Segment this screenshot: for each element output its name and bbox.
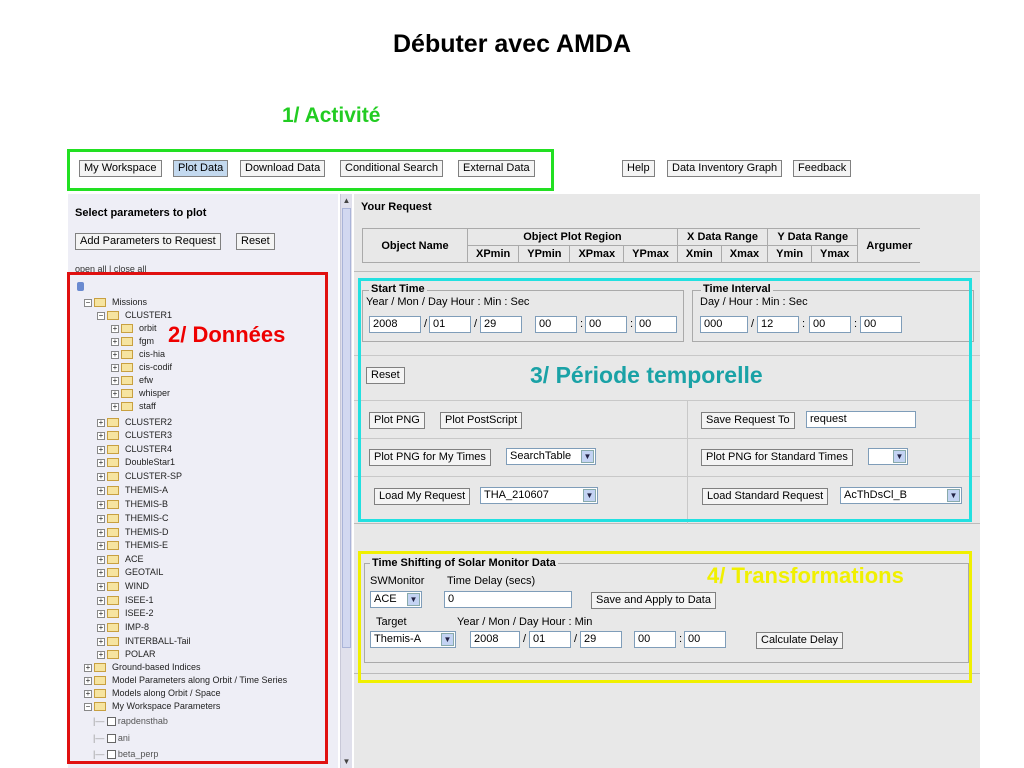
tree-node[interactable]: + ACE [98,554,144,564]
open-all-link[interactable]: open all [75,264,107,274]
slash: / [523,633,527,645]
colon: : [630,318,634,330]
interval-minute-input[interactable]: 00 [809,316,851,333]
shift-day-input[interactable]: 29 [580,631,622,648]
collapse-icon[interactable]: − [85,701,91,711]
start-minute-input[interactable]: 00 [585,316,627,333]
expand-icon[interactable]: + [98,417,104,427]
expand-icon[interactable]: + [98,636,104,646]
expand-icon[interactable]: + [112,349,118,359]
tree-node-workspace[interactable]: − My Workspace Parameters [85,701,221,711]
tree-node[interactable]: + THEMIS-A [98,485,169,495]
tree-node[interactable]: + GEOTAIL [98,567,164,577]
annotation-transformations: 4/ Transformations [707,563,904,588]
collapse-icon[interactable]: − [85,297,91,307]
tree-node[interactable]: + CLUSTER-SP [98,471,183,481]
tree-node[interactable]: + staff [112,401,156,411]
expand-icon[interactable]: + [98,554,104,564]
shift-year-input[interactable]: 2008 [470,631,520,648]
reset-parameters-button[interactable]: Reset [236,233,275,250]
slash: / [424,318,428,330]
plot-standard-times-button[interactable]: Plot PNG for Standard Times [701,449,853,466]
load-standard-request-button[interactable]: Load Standard Request [702,488,828,505]
tree-node[interactable]: + Model Parameters along Orbit / Time Series [85,675,288,685]
tree-node[interactable]: + THEMIS-E [98,540,169,550]
left-scrollbar[interactable] [340,194,352,768]
nav-download-data[interactable]: Download Data [240,160,325,177]
slash: / [474,318,478,330]
expand-icon[interactable]: + [98,595,104,605]
tree-node[interactable]: + THEMIS-D [98,527,169,537]
start-month-input[interactable]: 01 [429,316,471,333]
expand-icon[interactable]: + [98,471,104,481]
save-request-button[interactable]: Save Request To [701,412,795,429]
tree-node-missions[interactable]: − Missions [85,297,148,307]
shift-minute-input[interactable]: 00 [684,631,726,648]
header-xpmax: XPmax [570,246,624,263]
header-ymax: Ymax [812,246,858,263]
header-y-range: Y Data Range [768,229,858,246]
plot-my-times-button[interactable]: Plot PNG for My Times [369,449,491,466]
tree-node[interactable]: + THEMIS-B [98,499,169,509]
expand-icon[interactable]: + [112,323,118,333]
request-section [354,194,980,272]
shift-month-input[interactable]: 01 [529,631,571,648]
expand-icon[interactable]: + [98,444,104,454]
annotation-activity: 1/ Activité [282,104,381,127]
plot-png-button[interactable]: Plot PNG [369,412,425,429]
expand-icon[interactable]: + [112,362,118,372]
header-x-range: X Data Range [677,229,767,246]
scroll-thumb[interactable] [342,208,351,648]
expand-icon[interactable]: + [85,662,91,672]
nav-feedback[interactable]: Feedback [793,160,851,177]
dropdown-icon[interactable]: ▼ [407,593,420,606]
expand-icon[interactable]: + [98,457,104,467]
add-parameters-button[interactable]: Add Parameters to Request [75,233,221,250]
expand-icon[interactable]: + [98,540,104,550]
request-table [362,228,920,263]
expand-icon[interactable]: + [98,513,104,523]
tree-node[interactable]: + cis-codif [112,362,173,372]
activity-frame [67,149,554,191]
header-ymin: Ymin [768,246,812,263]
start-day-input[interactable]: 29 [480,316,522,333]
tree-node[interactable]: + orbit [112,323,157,333]
expand-icon[interactable]: + [98,430,104,440]
header-xmax: Xmax [721,246,767,263]
expand-icon[interactable]: + [98,567,104,577]
shift-hour-input[interactable]: 00 [634,631,676,648]
scroll-up-icon[interactable]: ▲ [342,196,351,205]
colon: : [802,318,806,330]
expand-icon[interactable]: + [98,581,104,591]
expand-icon[interactable]: + [112,388,118,398]
workspace-param[interactable]: |— ani [93,733,130,743]
tree-node[interactable]: + Models along Orbit / Space [85,688,221,698]
expand-icon[interactable]: + [98,485,104,495]
scroll-down-icon[interactable]: ▼ [342,757,351,766]
save-request-input[interactable]: request [806,411,916,428]
nav-external-data[interactable]: External Data [458,160,535,177]
interval-title: Time Interval [703,283,771,295]
start-year-input[interactable]: 2008 [369,316,421,333]
header-object-name: Object Name [363,229,468,263]
load-my-request-button[interactable]: Load My Request [374,488,470,505]
tree-node[interactable]: + CLUSTER4 [98,444,173,454]
nav-conditional-search[interactable]: Conditional Search [340,160,443,177]
target-select[interactable]: Themis-A ▼ [370,631,456,648]
expand-icon[interactable]: + [85,688,91,698]
tree-node-cluster1[interactable]: − CLUSTER1 [98,310,173,320]
period-frame [358,278,972,522]
my-times-select[interactable]: SearchTable ▼ [506,448,596,465]
tree-node[interactable]: + ISEE-1 [98,595,154,605]
tree-node[interactable]: + IMP-8 [98,622,150,632]
dropdown-icon[interactable]: ▼ [581,450,594,463]
reset-time-button[interactable]: Reset [366,367,405,384]
expand-icon[interactable]: + [98,622,104,632]
interval-format: Day / Hour : Min : Sec [700,296,808,308]
dropdown-icon[interactable]: ▼ [893,450,906,463]
header-ypmax: YPmax [624,246,678,263]
slash: / [574,633,578,645]
colon: : [854,318,858,330]
slide-title: Débuter avec AMDA [392,30,632,58]
tree-node[interactable]: + whisper [112,388,171,398]
interval-second-input[interactable]: 00 [860,316,902,333]
tree-node[interactable]: + DoubleStar1 [98,457,176,467]
panel-title: Select parameters to plot [75,207,207,219]
swmonitor-label: SWMonitor [370,575,425,587]
tree-controls-sep: | [109,264,112,274]
colon: : [679,633,683,645]
header-plot-region: Object Plot Region [468,229,678,246]
tree-node[interactable]: + POLAR [98,649,156,659]
dropdown-icon[interactable]: ▼ [947,489,960,502]
tree-node[interactable]: + fgm [112,336,155,346]
dropdown-icon[interactable]: ▼ [583,489,596,502]
nav-plot-data[interactable]: Plot Data [173,160,228,177]
tree-node[interactable]: + cis-hia [112,349,166,359]
nav-help[interactable]: Help [622,160,655,177]
start-hour-input[interactable]: 00 [535,316,577,333]
swmonitor-select[interactable]: ACE ▼ [370,591,422,608]
header-arguments: Argumer [858,229,920,263]
slash: / [751,318,755,330]
expand-icon[interactable]: + [98,499,104,509]
tree-node[interactable]: + efw [112,375,154,385]
timeshift-title: Time Shifting of Solar Monitor Data [372,557,556,569]
standard-request-select[interactable]: AcThDsCl_B ▼ [840,487,962,504]
tree-node[interactable]: + WIND [98,581,149,591]
tree-node[interactable]: + Ground-based Indices [85,662,201,672]
header-xpmin: XPmin [468,246,519,263]
my-request-select[interactable]: THA_210607 ▼ [480,487,598,504]
close-all-link[interactable]: close all [113,264,147,274]
request-title: Your Request [361,201,432,213]
tree-node[interactable]: + THEMIS-C [98,513,169,523]
expand-icon[interactable]: + [85,675,91,685]
expand-icon[interactable]: + [98,649,104,659]
tree-node[interactable]: + ISEE-2 [98,608,154,618]
expand-icon[interactable]: + [112,375,118,385]
tree-node[interactable]: + CLUSTER3 [98,430,173,440]
start-time-title: Start Time [371,283,425,295]
expand-icon[interactable]: + [112,401,118,411]
nav-data-inventory-graph[interactable]: Data Inventory Graph [667,160,782,177]
header-xmin: Xmin [677,246,721,263]
plot-postscript-button[interactable]: Plot PostScript [440,412,522,429]
blank-band [354,524,980,554]
collapse-icon[interactable]: − [98,310,104,320]
start-second-input[interactable]: 00 [635,316,677,333]
dropdown-icon[interactable]: ▼ [441,633,454,646]
date-label: Year / Mon / Day Hour : Min [457,616,593,628]
target-label: Target [376,616,407,628]
workspace-param[interactable]: |— beta_perp [93,749,159,759]
interval-day-input[interactable]: 000 [700,316,748,333]
workspace-param[interactable]: |— rapdensthab [93,716,168,726]
expand-icon[interactable]: + [98,527,104,537]
annotation-period: 3/ Période temporelle [530,362,763,388]
nav-my-workspace[interactable]: My Workspace [79,160,162,177]
delay-label: Time Delay (secs) [447,575,536,587]
header-ypmin: YPmin [519,246,570,263]
tree-node[interactable]: + INTERBALL-Tail [98,636,191,646]
interval-hour-input[interactable]: 12 [757,316,799,333]
start-time-format: Year / Mon / Day Hour : Min : Sec [366,296,530,308]
delay-input[interactable]: 0 [444,591,572,608]
colon: : [580,318,584,330]
calculate-delay-button[interactable]: Calculate Delay [756,632,843,649]
save-apply-button[interactable]: Save and Apply to Data [591,592,716,609]
expand-icon[interactable]: + [98,608,104,618]
annotation-data: 2/ Données [168,322,286,347]
expand-icon[interactable]: + [112,336,118,346]
tree-node[interactable]: + CLUSTER2 [98,417,173,427]
